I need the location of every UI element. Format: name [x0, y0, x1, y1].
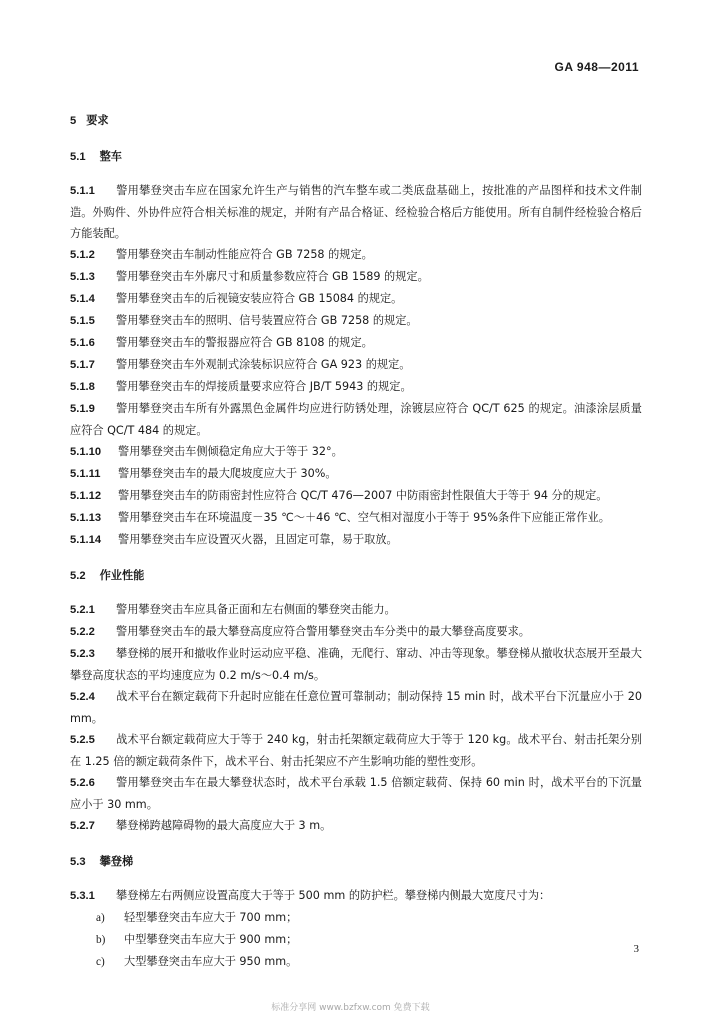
clause-5-1-2: [70, 244, 642, 266]
clause-5-1-7: [70, 354, 642, 376]
clause-text: 警用攀登突击车应在国家允许生产与销售的汽车整车或二类底盘基础上，按批准的产品图样和技术文件制造。外购件、外协件应符合相关标准的规定，并附有产品合格证、经检验合格后方能使用。所有自制件经检验合格后方能装配。: [70, 184, 642, 240]
list-label: b): [96, 934, 106, 946]
section-number: 5.2: [70, 570, 86, 582]
clause-text: 警用攀登突击车所有外露黑色金属件均应进行防锈处理，涂镀层应符合 QC/T 625 的规定。油漆涂层质量应符合 QC/T 484 的规定。: [70, 402, 642, 437]
clause-number: 5.1.11: [70, 468, 101, 480]
clause-number: 5.2.5: [70, 734, 95, 746]
clause-text: 警用攀登突击车外观制式涂装标识应符合 GA 923 的规定。: [116, 358, 411, 371]
clause-number: 5.1.12: [70, 490, 102, 502]
clause-number: 5.1.5: [70, 315, 95, 327]
clause-text: 警用攀登突击车制动性能应符合 GB 7258 的规定。: [116, 248, 373, 261]
clause-5-2-1: [70, 599, 642, 621]
watermark: 标准分享网 www.bzfxw.com 免费下载: [271, 1003, 430, 1013]
document-body: [70, 110, 642, 973]
clause-number: 5.2.4: [70, 691, 95, 703]
clause-number: 5.1.6: [70, 337, 95, 349]
clause-5-1-4: [70, 288, 642, 310]
clause-number: 5.3.1: [70, 890, 95, 902]
section-number: 5.3: [70, 856, 86, 868]
clause-number: 5.2.1: [70, 604, 95, 616]
clause-number: 5.1.1: [70, 185, 95, 197]
clause-5-1-5: [70, 310, 642, 332]
clause-number: 5.1.14: [70, 534, 102, 546]
clause-text: 警用攀登突击车的最大攀登高度应符合警用攀登突击车分类中的最大攀登高度要求。: [116, 625, 530, 638]
clause-text: 战术平台在额定载荷下升起时应能在任意位置可靠制动；制动保持 15 min 时，战术平台下沉量应小于 20 mm。: [70, 690, 642, 725]
section-5-3-heading: [70, 851, 642, 873]
list-item-a: [70, 907, 642, 929]
clause-5-1-1: [70, 180, 642, 244]
list-item-c: [70, 951, 642, 973]
clause-text: 警用攀登突击车的防雨密封性应符合 QC/T 476—2007 中防雨密封性限值大于等于 94 分的规定。: [118, 489, 608, 502]
clause-text: 警用攀登突击车应具备正面和左右侧面的攀登突击能力。: [116, 603, 396, 616]
section-5-2-heading: [70, 565, 642, 587]
clause-number: 5.1.4: [70, 293, 95, 305]
clause-5-2-7: [70, 815, 642, 837]
clause-text: 警用攀登突击车外廓尺寸和质量参数应符合 GB 1589 的规定。: [116, 270, 429, 283]
clause-text: 警用攀登突击车的后视镜安装应符合 GB 15084 的规定。: [116, 292, 403, 305]
clause-number: 5.2.2: [70, 626, 95, 638]
clause-5-1-9: [70, 398, 642, 441]
list-text: 中型攀登突击车应大于 900 mm；: [124, 933, 298, 946]
section-title: 整车: [99, 150, 122, 163]
clause-5-2-6: [70, 772, 642, 815]
clause-text: 警用攀登突击车的照明、信号装置应符合 GB 7258 的规定。: [116, 314, 418, 327]
list-text: 大型攀登突击车应大于 950 mm。: [124, 955, 298, 968]
clause-number: 5.1.10: [70, 446, 102, 458]
clause-text: 战术平台额定载荷应大于等于 240 kg，射击托架额定载荷应大于等于 120 kg。战术平台、射击托架分别在 1.25 倍的额定载荷条件下，战术平台、射击托架应不产生影响功能的塑性变形。: [70, 733, 642, 768]
clause-5-1-13: [70, 507, 642, 529]
clause-text: 警用攀登突击车应设置灭火器，且固定可靠，易于取放。: [118, 533, 398, 546]
clause-5-1-6: [70, 332, 642, 354]
clause-text: 攀登梯左右两侧应设置高度大于等于 500 mm 的防护栏。攀登梯内侧最大宽度尺寸为：: [116, 889, 551, 902]
clause-5-1-3: [70, 266, 642, 288]
clause-text: 警用攀登突击车侧倾稳定角应大于等于 32°。: [118, 445, 343, 458]
clause-text: 攀登梯的展开和撤收作业时运动应平稳、准确，无爬行、窜动、冲击等现象。攀登梯从撤收状态展开至最大攀登高度状态的平均速度应为 0.2 m/s～0.4 m/s。: [70, 647, 642, 682]
clause-number: 5.1.3: [70, 271, 95, 283]
section-number: 5: [70, 115, 77, 127]
section-number: 5.1: [70, 151, 86, 163]
clause-text: 攀登梯跨越障碍物的最大高度应大于 3 m。: [116, 819, 332, 832]
clause-text: 警用攀登突击车在环境温度－35 ℃～＋46 ℃、空气相对湿度小于等于 95%条件下应能正常作业。: [118, 511, 610, 524]
page-number: 3: [633, 943, 639, 955]
clause-5-1-12: [70, 485, 642, 507]
clause-number: 5.1.13: [70, 512, 102, 524]
clause-number: 5.1.8: [70, 381, 95, 393]
clause-5-2-3: [70, 643, 642, 686]
list-text: 轻型攀登突击车应大于 700 mm；: [124, 911, 298, 924]
clause-5-2-2: [70, 621, 642, 643]
clause-5-1-8: [70, 376, 642, 398]
clause-text: 警用攀登突击车在最大攀登状态时，战术平台承载 1.5 倍额定载荷、保持 60 min 时，战术平台的下沉量应小于 30 mm。: [70, 776, 642, 811]
section-5-heading: [70, 110, 642, 132]
list-label: a): [96, 912, 105, 924]
list-label: c): [96, 956, 105, 968]
section-title: 作业性能: [99, 569, 145, 582]
standard-code: GA 948—2011: [554, 60, 639, 74]
clause-5-1-10: [70, 441, 642, 463]
clause-text: 警用攀登突击车的焊接质量要求应符合 JB/T 5943 的规定。: [116, 380, 412, 393]
clause-number: 5.2.6: [70, 777, 95, 789]
clause-text: 警用攀登突击车的最大爬坡度应大于 30%。: [118, 467, 337, 480]
clause-number: 5.1.7: [70, 359, 95, 371]
clause-number: 5.1.2: [70, 249, 95, 261]
section-title: 要求: [86, 114, 109, 127]
clause-number: 5.2.7: [70, 820, 95, 832]
section-5-1-heading: [70, 146, 642, 168]
section-title: 攀登梯: [99, 855, 134, 868]
clause-5-2-5: [70, 729, 642, 772]
clause-5-2-4: [70, 686, 642, 729]
clause-5-3-1: [70, 885, 642, 907]
clause-number: 5.1.9: [70, 403, 95, 415]
clause-5-1-11: [70, 463, 642, 485]
clause-5-1-14: [70, 529, 642, 551]
clause-text: 警用攀登突击车的警报器应符合 GB 8108 的规定。: [116, 336, 373, 349]
clause-number: 5.2.3: [70, 648, 95, 660]
list-item-b: [70, 929, 642, 951]
